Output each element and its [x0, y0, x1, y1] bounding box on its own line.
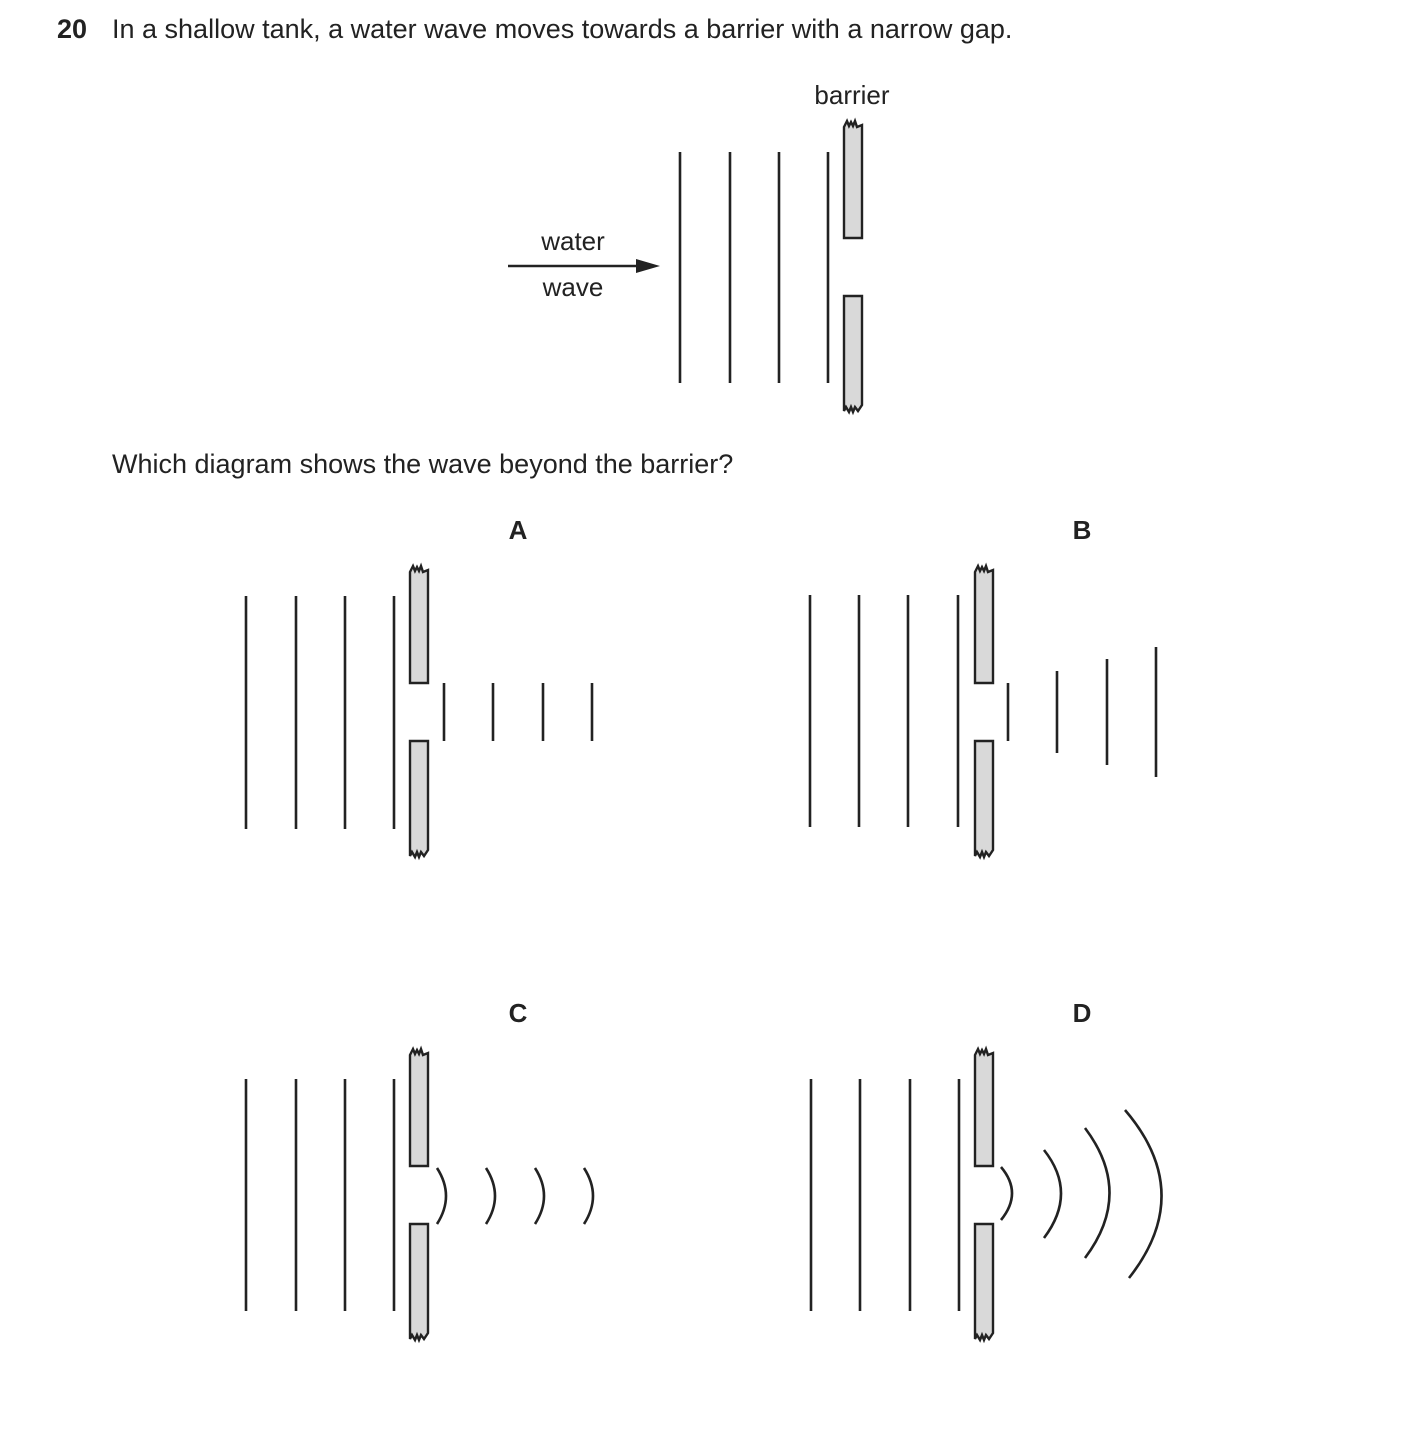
incident-wavefronts — [246, 1079, 394, 1311]
question-stem: In a shallow tank, a water wave moves towards a barrier with a narrow gap. — [112, 14, 1013, 44]
incident-wavefronts — [811, 1079, 959, 1311]
direction-arrow — [508, 259, 660, 273]
option-c-diagram — [246, 998, 593, 1340]
water-wave-label-bottom: wave — [542, 272, 604, 302]
barrier-with-gap — [410, 1049, 428, 1340]
incident-wavefronts — [680, 152, 828, 383]
barrier-with-gap — [410, 566, 428, 857]
barrier-with-gap — [844, 121, 862, 412]
transmitted-wavefronts — [1001, 1110, 1162, 1278]
water-wave-label-top: water — [541, 226, 605, 256]
option-a-label: A — [508, 515, 528, 545]
question-prompt: Which diagram shows the wave beyond the barrier? — [112, 449, 734, 479]
transmitted-wavefronts — [1008, 647, 1156, 777]
option-b-diagram — [810, 515, 1156, 857]
barrier-label: barrier — [814, 80, 890, 110]
transmitted-wavefronts — [444, 683, 592, 741]
option-c-label: C — [508, 998, 528, 1028]
transmitted-wavefronts — [437, 1168, 593, 1224]
barrier-with-gap — [975, 1049, 993, 1340]
option-d-diagram — [811, 998, 1162, 1340]
barrier-with-gap — [975, 566, 993, 857]
incident-wavefronts — [810, 595, 958, 827]
incident-wavefronts — [246, 596, 394, 829]
question-number: 20 — [57, 14, 88, 44]
option-d-label: D — [1072, 998, 1092, 1028]
option-a-diagram — [246, 515, 592, 857]
setup-diagram — [508, 80, 890, 412]
option-b-label: B — [1072, 515, 1092, 545]
